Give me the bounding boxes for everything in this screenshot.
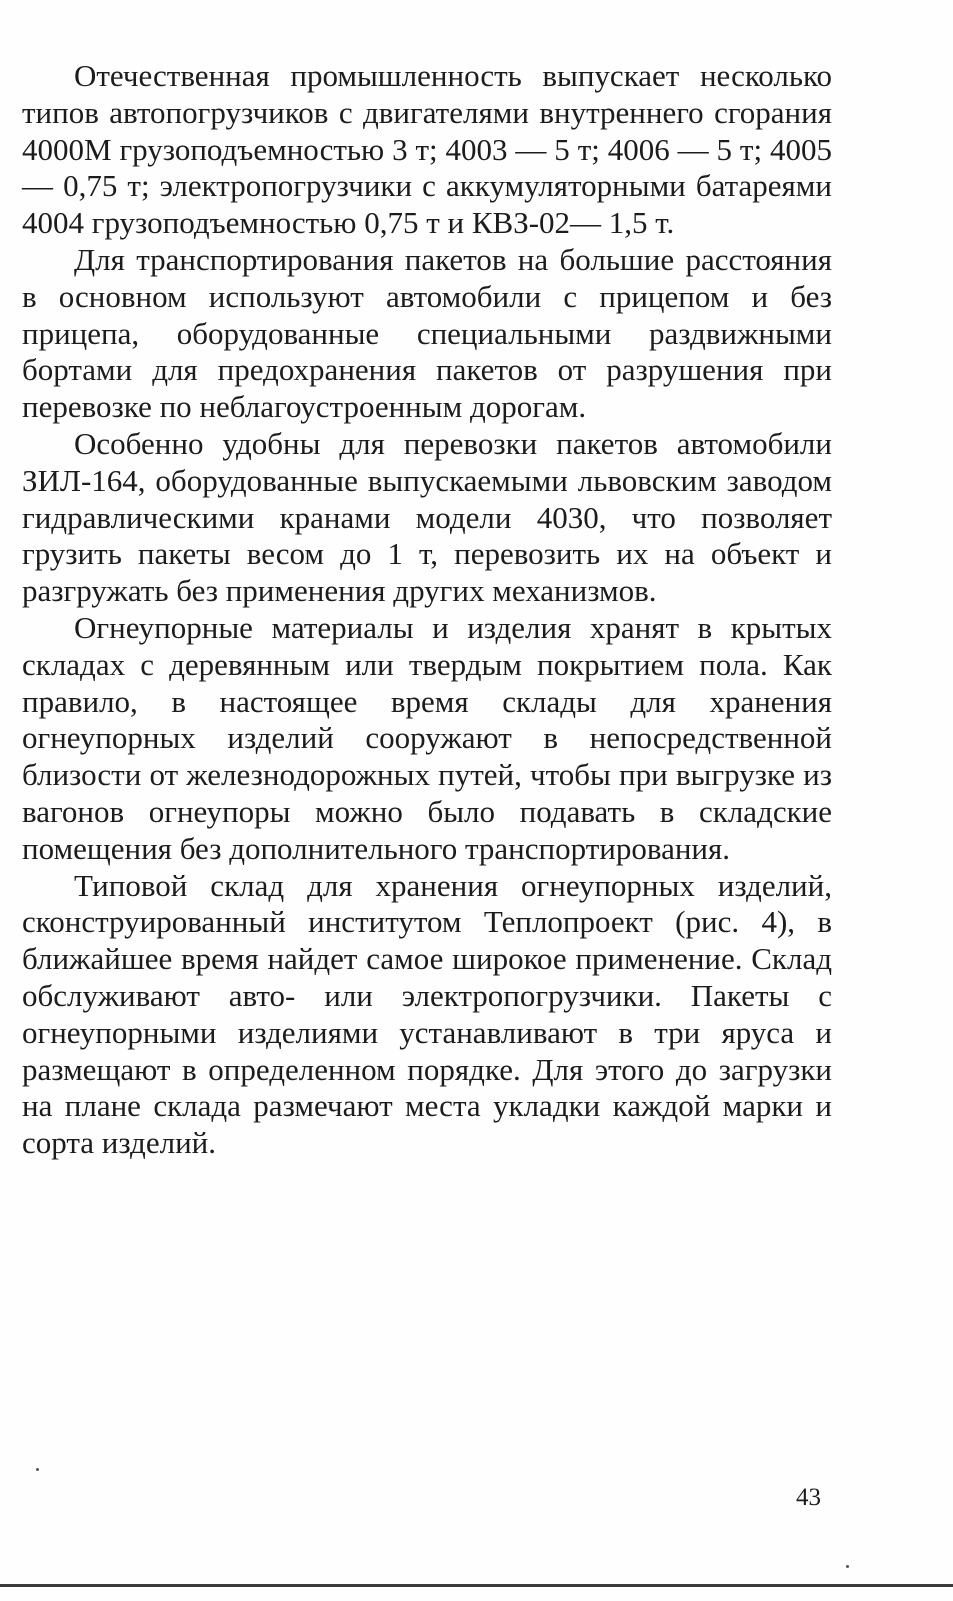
- body-text: [22, 58, 832, 1162]
- page-number: 43: [796, 1484, 821, 1511]
- paragraph-2: Для транспортирования пакетов на большие расстояния в основном используют автомобили с прицепом и без прицепа, оборудованные специальными раздвижными бортами для предохранения пакетов от разрушения при перевозке по неблагоустроенным дорогам.: [22, 241, 832, 425]
- print-speck: [846, 1565, 849, 1568]
- paragraph-5: Типовой склад для хранения огнеупорных изделий, сконструированный институтом Теплопроект (рис. 4), в ближайшее время найдет самое широкое применение. Склад обслуживают авто- или электропогрузчики. Пакеты с огнеупорными изделиями устанавливают в три яруса и размещают в определенном порядке. Для этого до загрузки на плане склада размечают места укладки каждой марки и сорта изделий.: [22, 867, 832, 1161]
- paragraph-3: Особенно удобны для перевозки пакетов автомобили ЗИЛ-164, оборудованные выпускаемыми львовским заводом гидравлическими кранами модели 4030, что позволяет грузить пакеты весом до 1 т, перевозить их на объект и разгружать без применения других механизмов.: [22, 425, 832, 609]
- print-speck: [36, 1468, 39, 1471]
- paragraph-4: Огнеупорные материалы и изделия хранят в крытых складах с деревянным или твердым покрытием пола. Как правило, в настоящее время склады для хранения огнеупорных изделий сооружают в непосредственной близости от железнодорожных путей, чтобы при выгрузке из вагонов огнеупоры можно было подавать в складские помещения без дополнительного транспортирования.: [22, 609, 832, 866]
- page-bottom-edge: [0, 1584, 953, 1587]
- paragraph-1: Отечественная промышленность выпускает несколько типов автопогрузчиков с двигателями внутреннего сгорания 4000М грузоподъемностью 3 т; 4003 — 5 т; 4006 — 5 т; 4005 — 0,75 т; электропогрузчики с аккумуляторными батареями 4004 грузоподъемностью 0,75 т и КВЗ-02— 1,5 т.: [22, 58, 832, 241]
